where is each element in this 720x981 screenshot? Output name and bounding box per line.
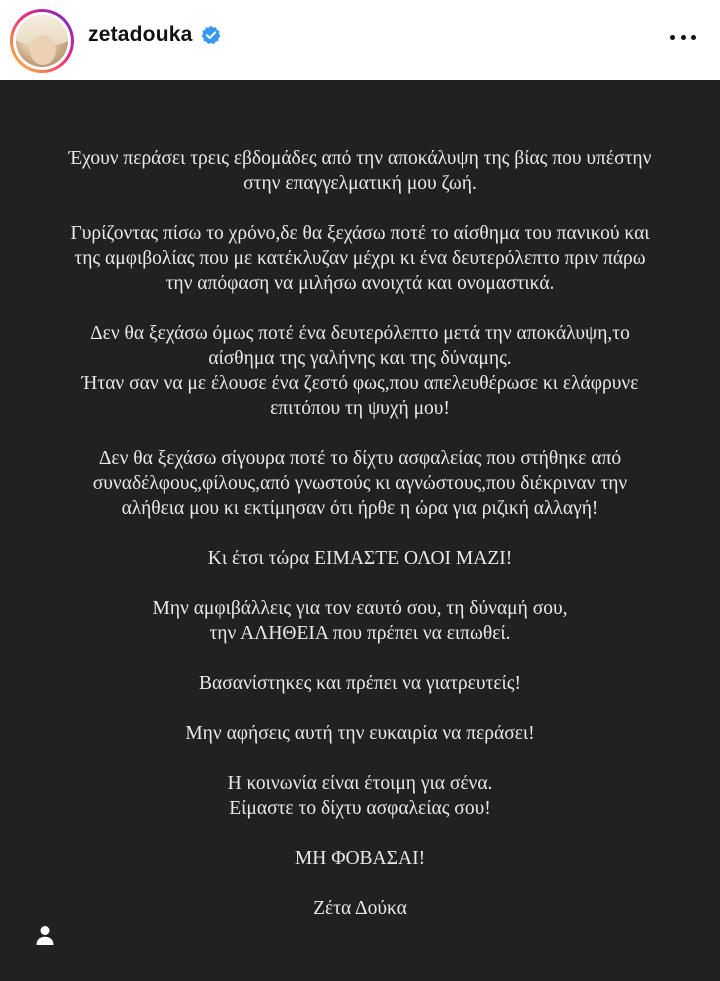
text-line: Μην αμφιβάλλεις για τον εαυτό σου, τη δύναμή σου,: [152, 598, 568, 619]
text-line: Δεν θα ξεχάσω σίγουρα ποτέ το δίχτυ ασφαλείας που στήθηκε από: [98, 448, 622, 469]
text-line: Δεν θα ξεχάσω όμως ποτέ ένα δευτερόλεπτο μετά την αποκάλυψη,το: [90, 323, 630, 344]
paragraph-6: [30, 596, 690, 646]
text-line: την απόφαση να μιλήσω ανοιχτά και ονομαστικά.: [165, 273, 555, 294]
text-line: αλήθεια μου κι εκτίμησαν ότι ήρθε η ώρα για ριζική αλλαγή!: [121, 498, 599, 519]
avatar-face: [30, 35, 56, 65]
avatar-photo: [16, 15, 68, 67]
verified-badge-icon: [201, 25, 221, 45]
text-line: Είμαστε το δίχτυ ασφαλείας σου!: [229, 798, 491, 819]
text-line: Κι έτσι τώρα ΕΙΜΑΣΤΕ ΟΛΟΙ ΜΑΖΙ!: [207, 548, 513, 569]
profile-avatar[interactable]: [10, 9, 74, 73]
text-line: Μην αφήσεις αυτή την ευκαιρία να περάσει!: [185, 723, 535, 744]
more-options-icon[interactable]: [670, 27, 696, 47]
text-line: Βασανίστηκες και πρέπει να γιατρευτείς!: [199, 673, 521, 694]
paragraph-4: [30, 446, 690, 521]
post-statement-text: [30, 146, 690, 946]
more-dot: [670, 35, 675, 40]
text-line: την ΑΛΗΘΕΙΑ που πρέπει να ειπωθεί.: [209, 623, 511, 644]
post-header: [0, 0, 720, 80]
text-line: Γυρίζοντας πίσω το χρόνο,δε θα ξεχάσω ποτέ το αίσθημα του πανικού και: [70, 223, 650, 244]
paragraph-1: [30, 146, 690, 196]
text-line: ΜΗ ΦΟΒΑΣΑΙ!: [294, 848, 426, 869]
paragraph-7: [30, 671, 690, 696]
text-line: συναδέλφους,φίλους,από γνωστούς κι αγνώστους,που διέκριναν την: [92, 473, 628, 494]
avatar-border: [13, 12, 71, 70]
more-dot: [691, 35, 696, 40]
paragraph-8: [30, 721, 690, 746]
text-line: Έχουν περάσει τρεις εβδομάδες από την αποκάλυψη της βίας που υπέστην: [68, 148, 652, 169]
text-line: Ήταν σαν να με έλουσε ένα ζεστό φως,που απελευθέρωσε κι ελάφρυνε: [81, 373, 639, 394]
username-row: [88, 23, 221, 47]
text-line: Ζέτα Δούκα: [313, 898, 407, 919]
username-link[interactable]: zetadouka: [88, 23, 193, 46]
text-line: Η κοινωνία είναι έτοιμη για σένα.: [227, 773, 493, 794]
text-line: επιτόπου τη ψυχή μου!: [270, 398, 450, 419]
text-line: της αμφιβολίας που με κατέκλυζαν μέχρι κι ένα δευτερόλεπτο πριν πάρω: [74, 248, 646, 269]
paragraph-9: [30, 771, 690, 821]
post-image[interactable]: [0, 80, 720, 981]
paragraph-3: [30, 321, 690, 421]
more-dot: [681, 35, 686, 40]
text-line: στην επαγγελματική μου ζωή.: [243, 173, 477, 194]
paragraph-10: [30, 846, 690, 871]
paragraph-5: [30, 546, 690, 571]
paragraph-2: [30, 221, 690, 296]
signature: [30, 896, 690, 921]
person-tag-icon[interactable]: [34, 924, 56, 946]
text-line: αίσθημα της γαλήνης και της δύναμης.: [208, 348, 512, 369]
